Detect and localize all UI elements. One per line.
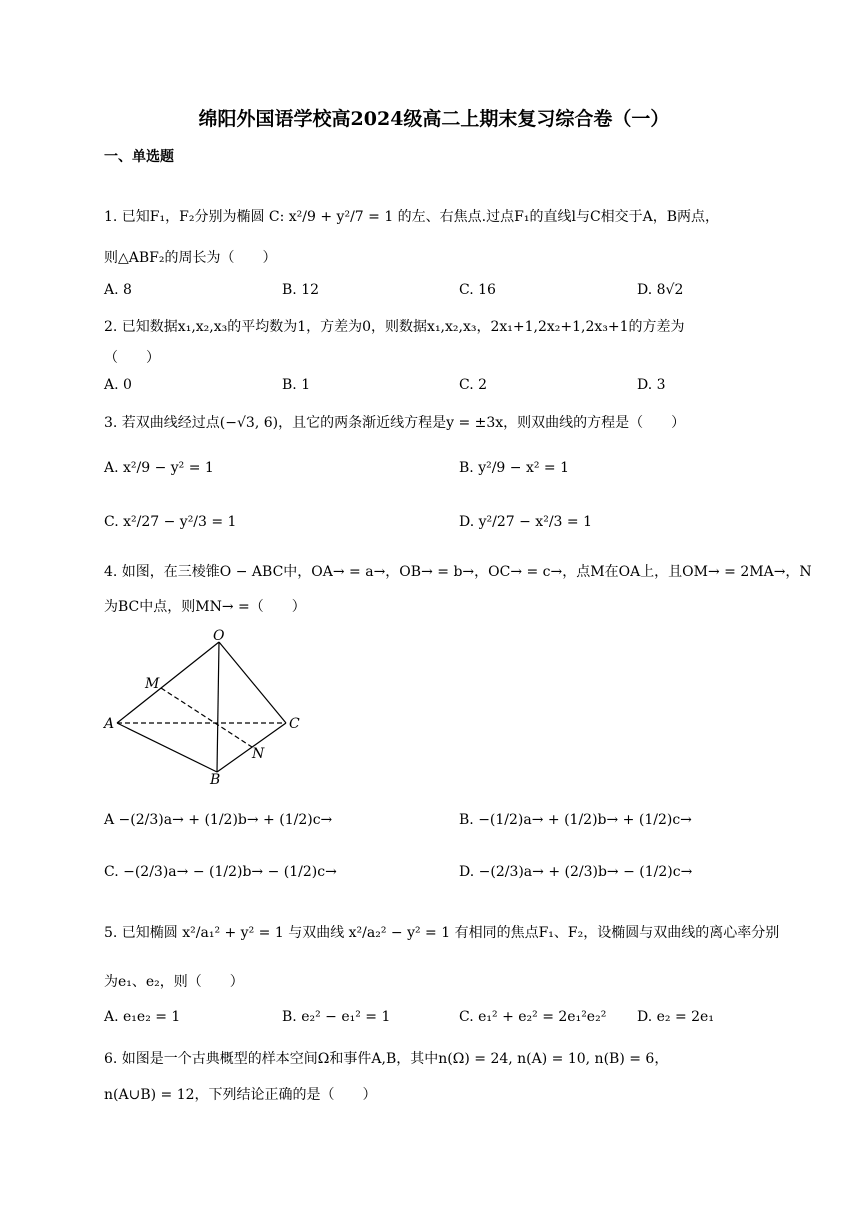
q5-option-b: B. e₂² − e₁² = 1 (282, 1009, 391, 1025)
label-A: A (104, 716, 115, 732)
q2-option-b: B. 1 (282, 377, 311, 393)
q3-option-a: A. x²/9 − y² = 1 (104, 460, 214, 476)
q2-option-c: C. 2 (459, 377, 488, 393)
label-B: B (210, 772, 221, 788)
edge-OB (217, 642, 219, 772)
segment-MN (161, 688, 252, 747)
label-O: O (213, 628, 225, 644)
label-N: N (252, 746, 265, 762)
page-title: 绵阳外国语学校高2024级高二上期末复习综合卷（一） (198, 108, 670, 130)
edge-OC (219, 642, 286, 723)
q3-stem: 3. 若双曲线经过点(−√3, 6)，且它的两条渐近线方程是y = ±3x，则双曲线的方程是（ ） (104, 415, 686, 431)
q4-option-c: C. −(2/3)a→ − (1/2)b→ − (1/2)c→ (104, 864, 337, 880)
q1-stem-line2: 则△ABF₂的周长为（ ） (104, 250, 277, 266)
q2-option-a: A. 0 (104, 377, 132, 393)
q4-stem-line2: 为BC中点，则MN→ =（ ） (104, 599, 306, 615)
q2-option-d: D. 3 (637, 377, 666, 393)
edge-AB (117, 723, 217, 772)
q1-option-d: D. 8√2 (637, 282, 684, 298)
q1-option-c: C. 16 (459, 282, 496, 298)
q4-option-a: A −(2/3)a→ + (1/2)b→ + (1/2)c→ (104, 812, 333, 828)
q2-stem-line2: （ ） (104, 350, 160, 366)
q4-stem-line1: 4. 如图，在三棱锥O − ABC中，OA→ = a→，OB→ = b→，OC→ = c→，点M在OA上，且OM→ = 2MA→，N (104, 564, 812, 580)
q6-stem-line1: 6. 如图是一个古典概型的样本空间Ω和事件A,B，其中n(Ω) = 24, n(A) = 10, n(B) = 6， (104, 1051, 669, 1067)
q4-option-d: D. −(2/3)a→ + (2/3)b→ − (1/2)c→ (459, 864, 693, 880)
q3-option-d: D. y²/27 − x²/3 = 1 (459, 514, 592, 530)
q1-stem-line1: 1. 已知F₁，F₂分别为椭圆 C: x²/9 + y²/7 = 1 的左、右焦点.过点F₁的直线l与C相交于A，B两点， (104, 209, 720, 225)
label-C: C (289, 716, 300, 732)
q4-option-b: B. −(1/2)a→ + (1/2)b→ + (1/2)c→ (459, 812, 692, 828)
section-heading: 一、单选题 (104, 149, 174, 165)
edge-OA (117, 642, 219, 723)
q5-stem-line2: 为e₁、e₂，则（ ） (104, 974, 244, 990)
q1-option-b: B. 12 (282, 282, 320, 298)
q2-stem-line1: 2. 已知数据x₁,x₂,x₃的平均数为1，方差为0，则数据x₁,x₂,x₃，2x₁+1,2x₂+1,2x₃+1的方差为 (104, 319, 685, 335)
q6-stem-line2: n(A∪B) = 12，下列结论正确的是（ ） (104, 1087, 377, 1103)
q5-option-d: D. e₂ = 2e₁ (637, 1009, 714, 1025)
q5-stem-line1: 5. 已知椭圆 x²/a₁² + y² = 1 与双曲线 x²/a₂² − y² = 1 有相同的焦点F₁、F₂，设椭圆与双曲线的离心率分别 (104, 925, 780, 941)
tetrahedron-figure (100, 628, 310, 788)
q5-option-a: A. e₁e₂ = 1 (104, 1009, 181, 1025)
q3-option-b: B. y²/9 − x² = 1 (459, 460, 570, 476)
q1-option-a: A. 8 (104, 282, 132, 298)
label-M: M (145, 676, 160, 692)
q3-option-c: C. x²/27 − y²/3 = 1 (104, 514, 237, 530)
q5-option-c: C. e₁² + e₂² = 2e₁²e₂² (459, 1009, 607, 1025)
